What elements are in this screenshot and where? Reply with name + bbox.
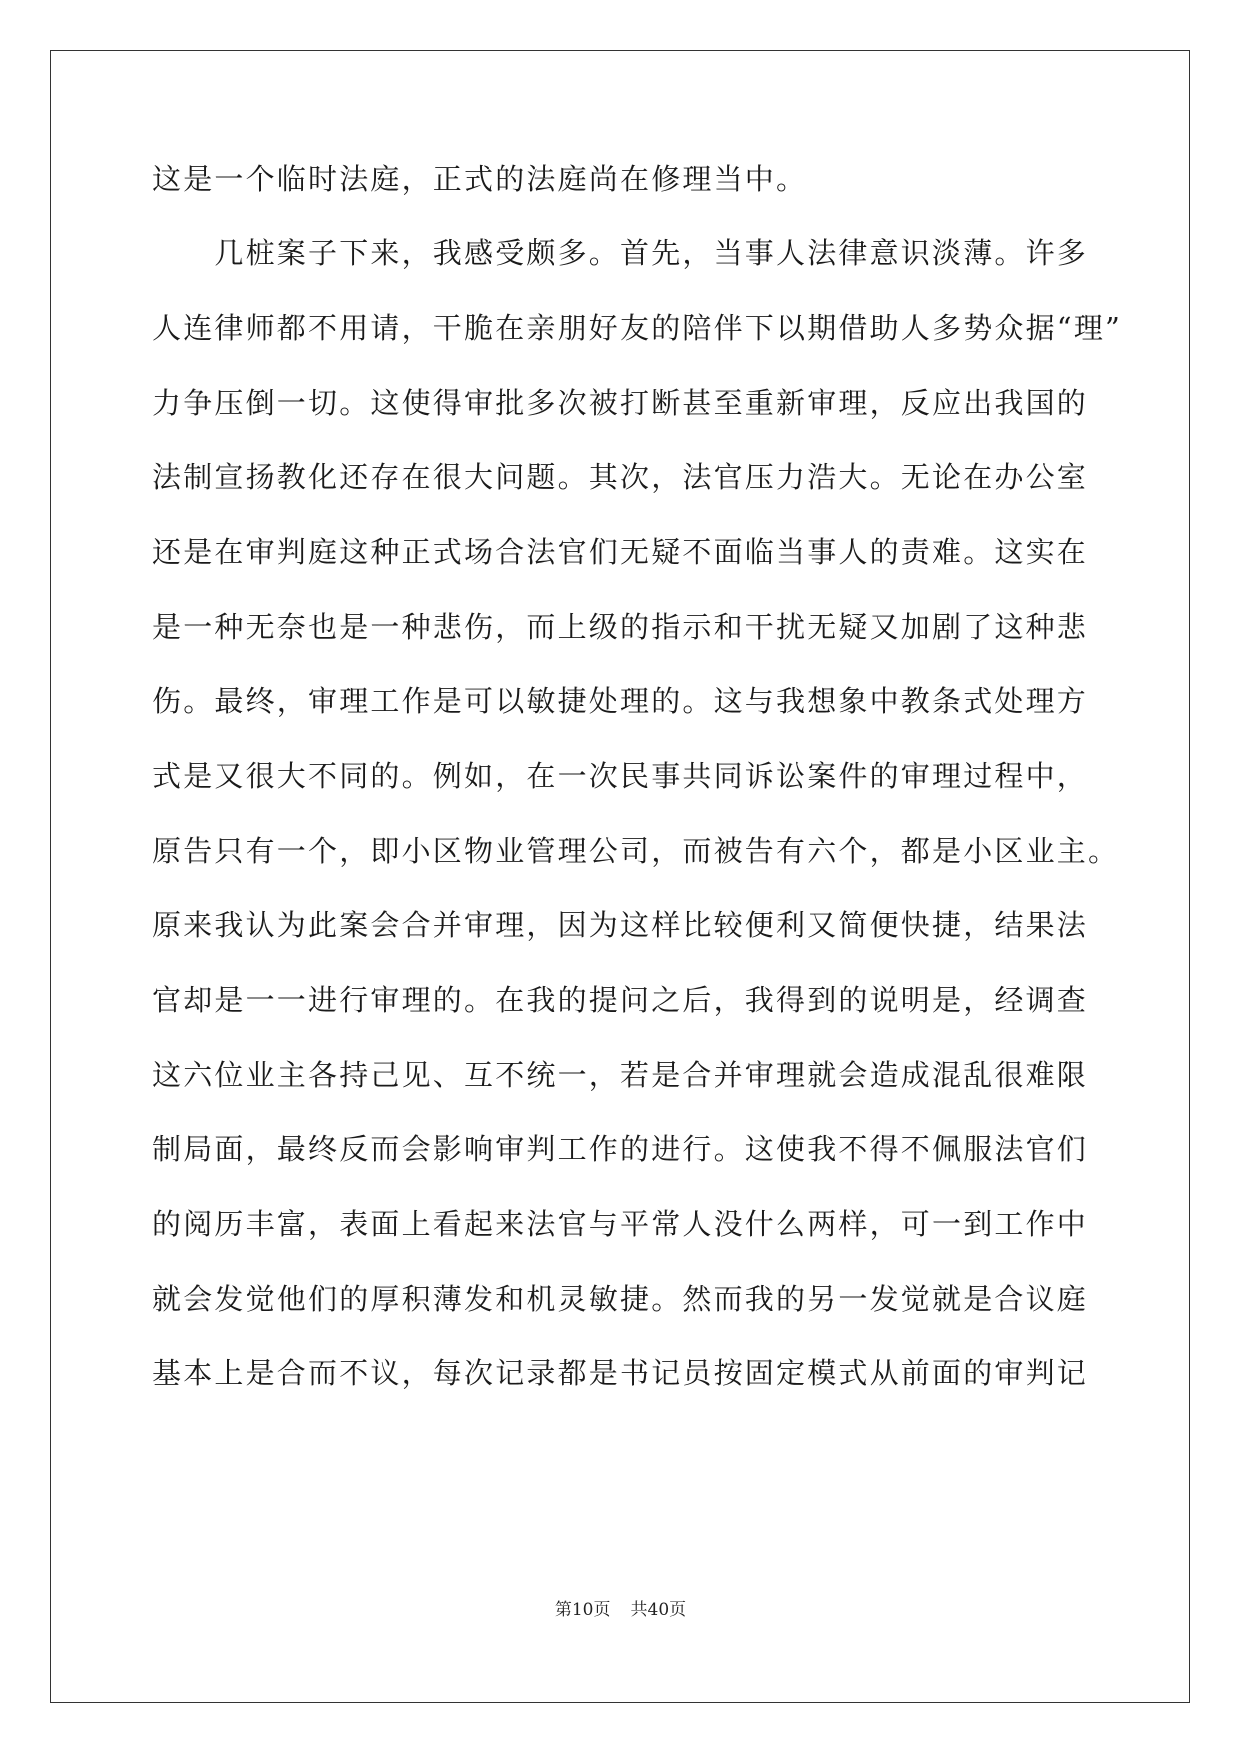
text-line-content: 的阅历丰富，表面上看起来法官与平常人没什么两样，可一到工作中 (152, 1207, 1089, 1241)
text-line-content: 就会发觉他们的厚积薄发和机灵敏捷。然而我的另一发觉就是合议庭 (152, 1282, 1089, 1316)
text-line-content: 是一种无奈也是一种悲伤，而上级的指示和干扰无疑又加剧了这种悲 (152, 610, 1089, 644)
text-line-content: 法制宣扬教化还存在很大问题。其次，法官压力浩大。无论在办公室 (152, 460, 1089, 494)
text-line-content: 制局面，最终反而会影响审判工作的进行。这使我不得不佩服法官们 (152, 1132, 1089, 1166)
page-footer (0, 1599, 1241, 1621)
text-line-content: 基本上是合而不议，每次记录都是书记员按固定模式从前面的审判记 (152, 1356, 1089, 1390)
text-line-content: 这六位业主各持己见、互不统一，若是合并审理就会造成混乱很难限 (152, 1058, 1089, 1092)
text-line-content: 几桩案子下来，我感受颇多。首先，当事人法律意识淡薄。许多 (152, 236, 1089, 270)
text-line-content: 这是一个临时法庭，正式的法庭尚在修理当中。 (152, 162, 808, 196)
page-number: 第10页 (554, 1600, 611, 1620)
text-line-content: 力争压倒一切。这使得审批多次被打断甚至重新审理，反应出我国的 (152, 386, 1089, 420)
text-line-content: 式是又很大不同的。例如，在一次民事共同诉讼案件的审理过程中， (152, 759, 1089, 793)
text-line-content: 还是在审判庭这种正式场合法官们无疑不面临当事人的责难。这实在 (152, 535, 1089, 569)
text-line-content: 原来我认为此案会合并审理，因为这样比较便利又简便快捷，结果法 (152, 908, 1089, 942)
text-line-content: 官却是一一进行审理的。在我的提问之后，我得到的说明是，经调查 (152, 983, 1089, 1017)
text-line-content: 伤。最终，审理工作是可以敏捷处理的。这与我想象中教条式处理方 (152, 684, 1089, 718)
text-line-content: 人连律师都不用请，干脆在亲朋好友的陪伴下以期借助人多势众据“理” (152, 311, 1123, 345)
page-border (50, 50, 1190, 1703)
text-line-content: 原告只有一个，即小区物业管理公司，而被告有六个，都是小区业主。 (152, 834, 1120, 868)
page-total: 共40页 (630, 1600, 687, 1620)
